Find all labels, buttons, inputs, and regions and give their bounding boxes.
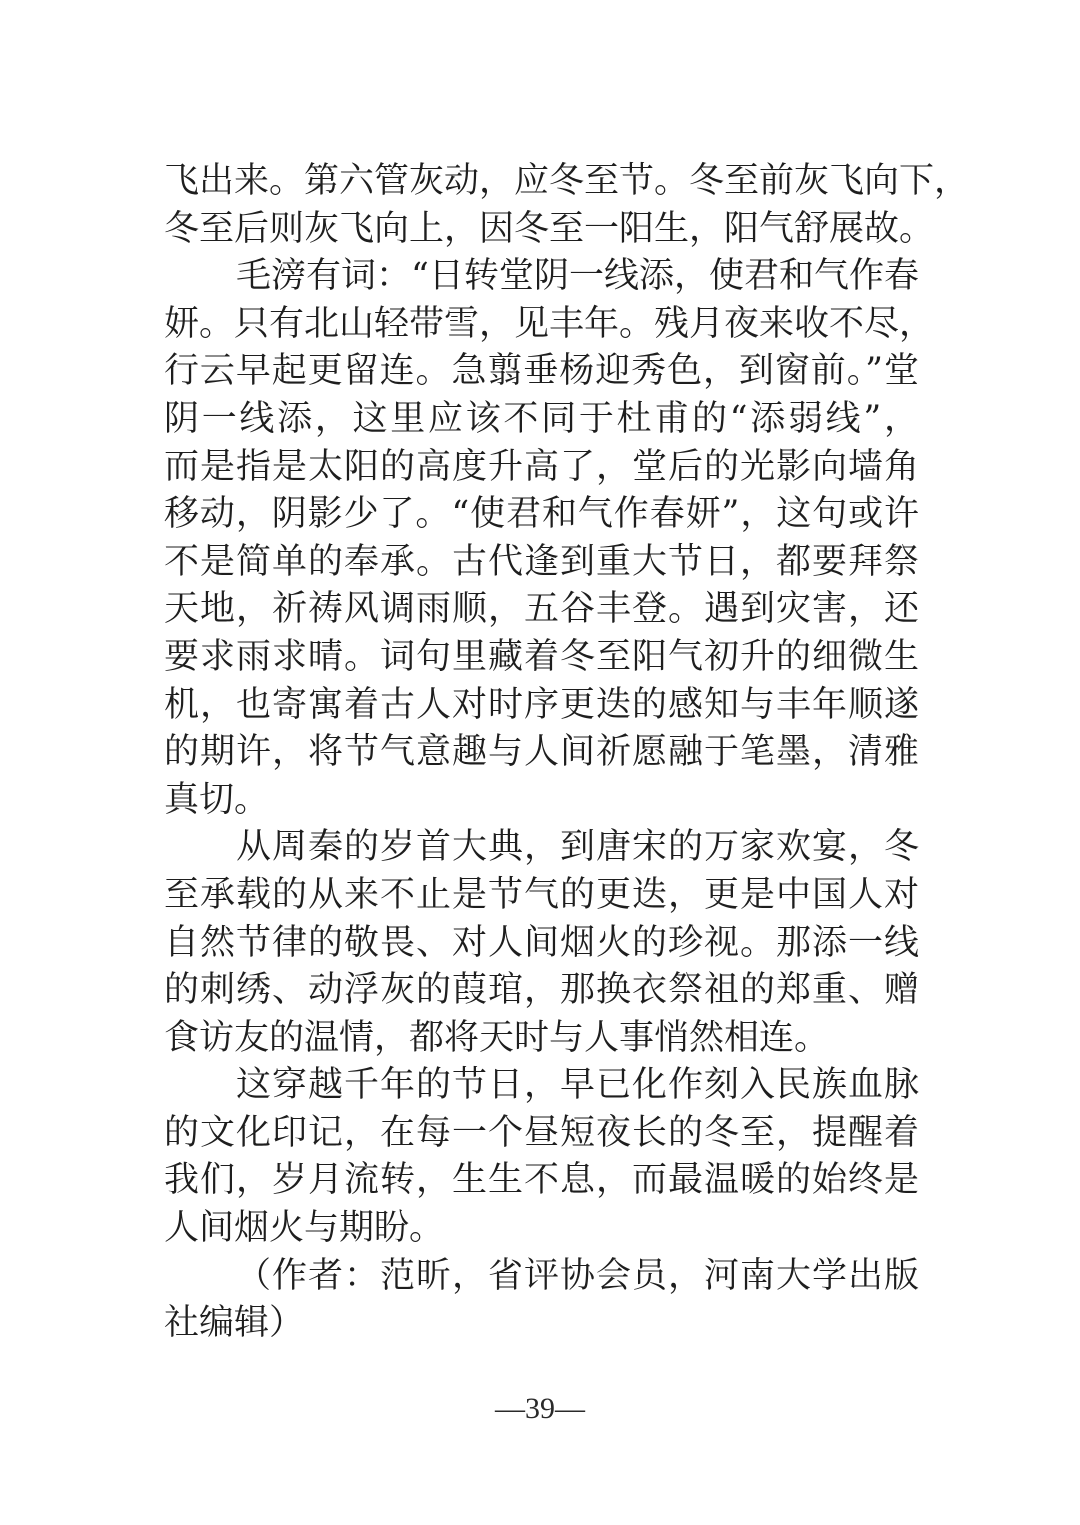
paragraph xyxy=(164,158,970,253)
text-line: 天地，祈祷风调雨顺，五谷丰登。遇到灾害，还 xyxy=(164,589,919,630)
text-line: 真切。 xyxy=(164,779,270,820)
text-line: 毛滂有词：“日转堂阴一线添，使君和气作春 xyxy=(236,256,919,297)
text-line: 而是指是太阳的高度升高了，堂后的光影向墙角 xyxy=(164,446,919,487)
text-line: 的文化印记，在每一个昼短夜长的冬至，提醒着 xyxy=(164,1112,919,1153)
text-line: 冬至后则灰飞向上，因冬至一阳生，阳气舒展故。 xyxy=(164,208,935,249)
text-line: 不是简单的奉承。古代逢到重大节日，都要拜祭 xyxy=(164,541,919,582)
paragraph xyxy=(164,824,919,1062)
text-line: 自然节律的敬畏、对人间烟火的珍视。那添一线 xyxy=(164,922,919,963)
paragraph xyxy=(164,1062,919,1252)
text-line: 飞出来。第六管灰动，应冬至节。冬至前灰飞向下， xyxy=(164,161,970,201)
text-line: 这穿越千年的节日，早已化作刻入民族血脉 xyxy=(236,1065,919,1106)
text-line: 食访友的温情，都将天时与人事悄然相连。 xyxy=(164,1017,830,1058)
paragraph xyxy=(164,1253,919,1348)
text-line: 行云早起更留连。急翦垂杨迎秀色，到窗前。”堂 xyxy=(164,351,919,392)
text-line: 的期许，将节气意趣与人间祈愿融于笔墨，清雅 xyxy=(164,732,919,773)
paragraph xyxy=(164,253,935,824)
article-body xyxy=(164,158,970,1348)
page-number: —39— xyxy=(495,1392,585,1425)
text-line: 妍。只有北山轻带雪，见丰年。残月夜来收不尽， xyxy=(164,303,935,344)
text-line: 的刺绣、动浮灰的葭琯，那换衣祭祖的郑重、赠 xyxy=(164,970,919,1011)
text-line: 要求雨求晴。词句里藏着冬至阳气初升的细微生 xyxy=(164,636,919,677)
text-line: 从周秦的岁首大典，到唐宋的万家欢宴，冬 xyxy=(236,827,919,868)
text-line: 阴一线添，这里应该不同于杜甫的“添弱线”， xyxy=(164,398,919,439)
text-line: 移动，阴影少了。“使君和气作春妍”，这句或许 xyxy=(164,494,919,535)
text-line: 至承载的从来不止是节气的更迭，更是中国人对 xyxy=(164,874,919,915)
text-line: 机，也寄寓着古人对时序更迭的感知与丰年顺遂 xyxy=(164,684,919,725)
text-line: （作者：范昕，省评协会员，河南大学出版 xyxy=(236,1255,919,1296)
text-line: 社编辑） xyxy=(164,1303,305,1344)
text-line: 我们，岁月流转，生生不息，而最温暖的始终是 xyxy=(164,1160,919,1201)
text-line: 人间烟火与期盼。 xyxy=(164,1208,445,1249)
